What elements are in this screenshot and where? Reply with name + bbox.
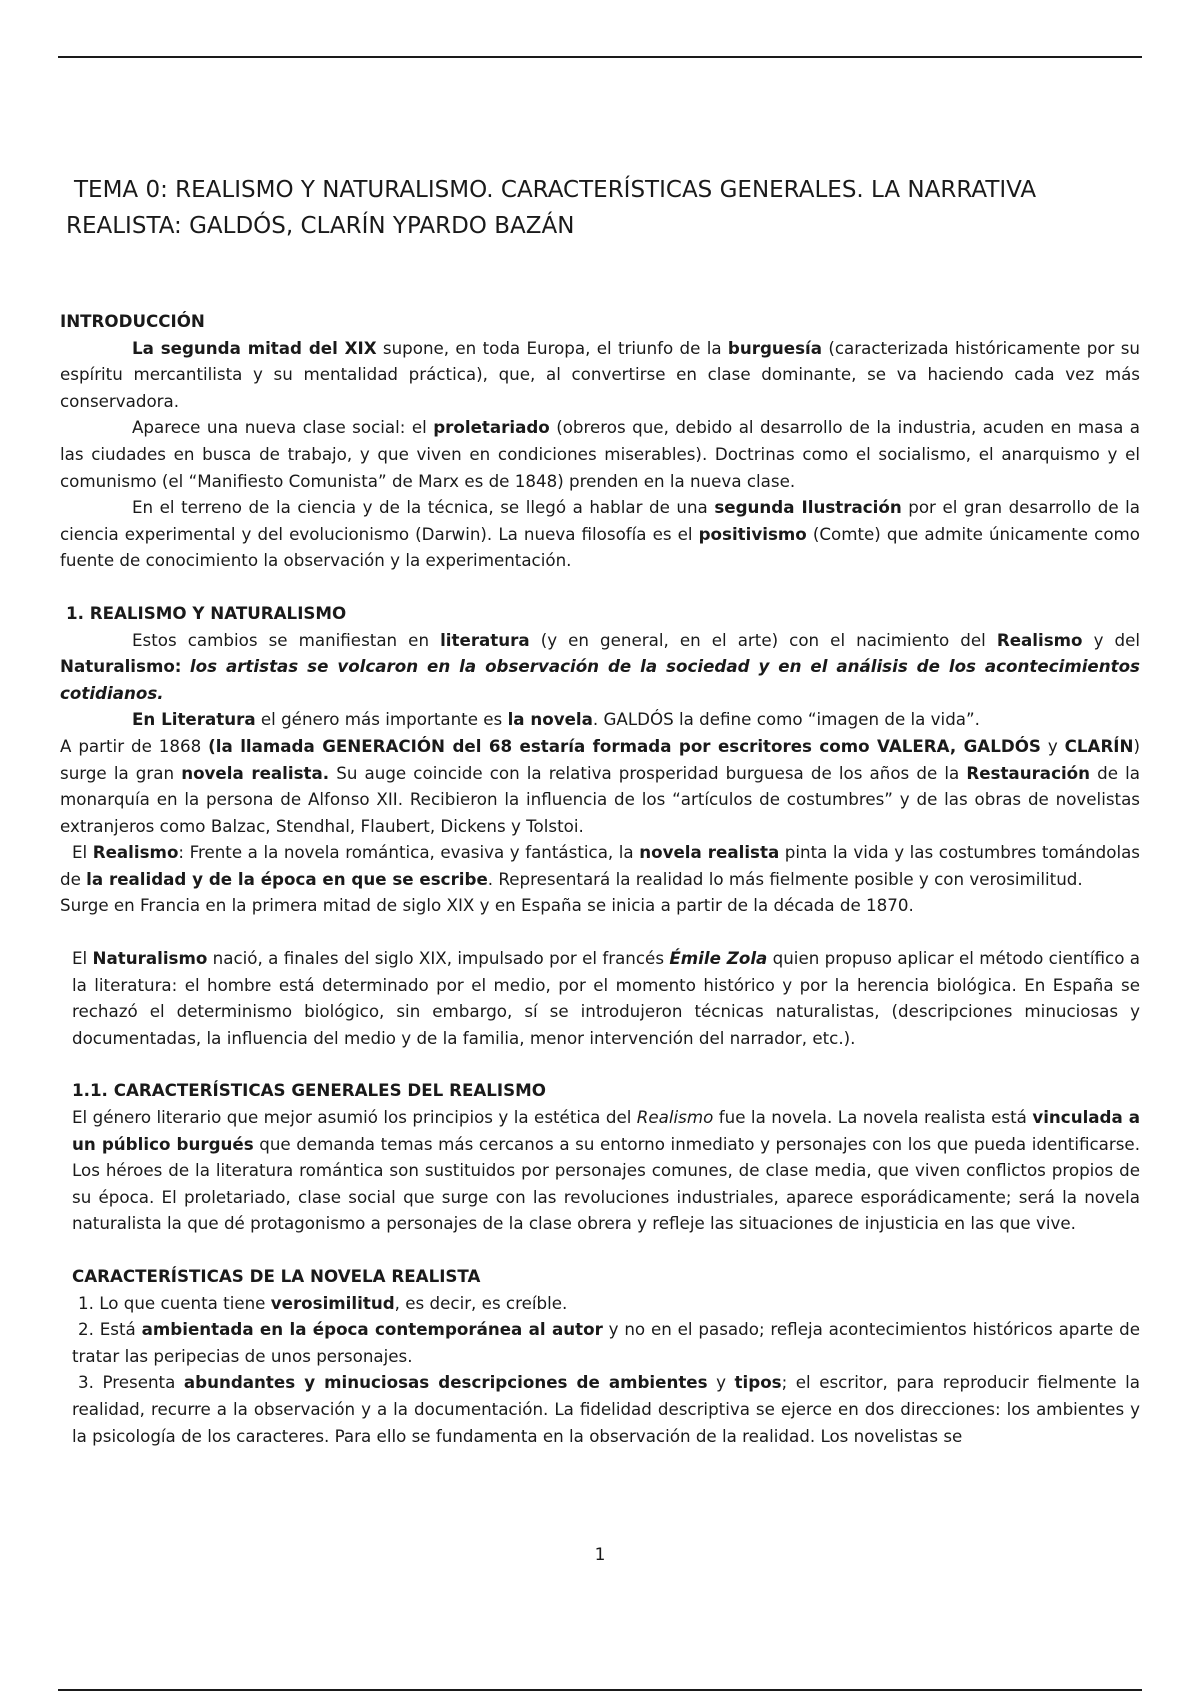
s1-p3-text-4: Su auge coincide con la relativa prosperidad burguesa de los años de la — [329, 762, 967, 783]
s1-p2-text-1: el género más importante es — [255, 709, 508, 730]
section-1-paragraph-1 — [60, 627, 1140, 707]
section-1-1-paragraph — [72, 1104, 1140, 1237]
s1-p4-text-2: : Frente a la novela romántica, evasiva y fantástica, la — [178, 842, 640, 863]
s1-p2-bold-1: En Literatura — [132, 709, 256, 730]
features-heading: CARACTERÍSTICAS DE LA NOVELA REALISTA — [72, 1266, 481, 1286]
s1-p3-bold-4: Restauración — [966, 762, 1091, 783]
intro-p1-bold-2: burguesía — [727, 337, 823, 358]
s1-p6-text-3: quien propuso aplicar el método científico a la literatura: el hombre está determinado por el medio, por el momento histórico y por la herencia biológica. En España se rechazó el determinismo biológico, sin embargo, sí se introdujeron técnicas naturalistas, (descripciones minuciosas y documentadas, la influencia del medio y de la familia, menor intervención del narrador, etc.). — [72, 948, 1140, 1048]
title-line-2: REALISTA: GALDÓS, CLARÍN YPARDO BAZÁN — [66, 213, 575, 239]
intro-paragraph-1 — [60, 335, 1140, 415]
intro-p3-bold-2: positivismo — [698, 523, 807, 544]
s1-p3-text-1: A partir de 1868 — [60, 735, 209, 756]
s1-p3-bold-2: CLARÍN — [1064, 735, 1134, 756]
section-1-1 — [72, 1077, 1140, 1449]
s1-p1-bold-1: literatura — [440, 629, 530, 650]
feature-2-text-1: Está — [93, 1319, 142, 1340]
title-line-1: TEMA 0: REALISMO Y NATURALISMO. CARACTERÍSTICAS GENERALES. LA NARRATIVA — [74, 177, 1037, 203]
s1-p3-bold-1: (la llamada GENERACIÓN del 68 estaría formada por escritores como VALERA, GALDÓS — [208, 735, 1041, 756]
intro-p1-bold-1: La segunda mitad del XIX — [132, 337, 377, 358]
intro-paragraph-2 — [60, 414, 1140, 494]
s1-p1-text-1: Estos cambios se manifiestan en — [132, 629, 441, 650]
features-list — [72, 1290, 1140, 1450]
s1-p6-bold-italic-1: Émile Zola — [669, 948, 768, 969]
feature-3-text-3: ; el escritor, para reproducir fielmente la realidad, recurre a la observación y a la documentación. La fidelidad descriptiva se ejerce en dos direcciones: los ambientes y la psicología de los caracteres. Para ello se fundamenta en la observación de la realidad. Los novelistas se — [72, 1372, 1140, 1446]
feature-1-text-1: Lo que cuenta tiene — [93, 1292, 271, 1313]
list-item — [72, 1369, 1140, 1449]
s11-p1-text-1: El género literario que mejor asumió los principios y la estética del — [72, 1107, 637, 1128]
page-number: 1 — [594, 1545, 606, 1565]
s1-p4-text-3: pinta la vida y las costumbres tomándolas de — [60, 842, 1140, 889]
feature-2-number: 2. — [78, 1319, 94, 1340]
document-body — [60, 308, 1140, 1449]
list-item — [72, 1316, 1140, 1369]
s1-p2-text-2: . GALDÓS la define como “imagen de la vida”. — [592, 709, 980, 730]
s11-p1-text-3: que demanda temas más cercanos a su entorno inmediato y personajes con los que pueda identificarse. Los héroes de la literatura romántica son sustituidos por personajes comunes, de clase media, que viven conflictos propios de su época. El proletariado, clase social que surge con las revoluciones industriales, aparece esporádicamente; será la novela naturalista la que dé protagonismo a personajes de la clase obrera y refleje las situaciones de injusticia en las que vive. — [72, 1133, 1141, 1234]
s1-p3-text-2: y — [1040, 735, 1065, 756]
s1-p1-text-2: (y en general, en el arte) con el nacimiento del — [529, 629, 997, 650]
s1-p4-text-4: . Representará la realidad lo más fielmente posible y con verosimilitud. — [487, 868, 1083, 889]
s1-p4-bold-1: Realismo — [92, 842, 179, 863]
feature-3-bold-1: abundantes y minuciosas descripciones de ambientes — [183, 1372, 708, 1393]
list-item — [72, 1290, 1140, 1317]
feature-1-number: 1. — [78, 1292, 94, 1313]
s1-p1-bold-2: Realismo — [996, 629, 1083, 650]
intro-p1-text-2: (caracterizada históricamente por su espíritu mercantilista y su mentalidad práctica), que, al convertirse en clase dominante, se va haciendo cada vez más conservadora. — [60, 337, 1140, 411]
section-1-paragraph-5: Surge en Francia en la primera mitad de siglo XIX y en España se inicia a partir de la década de 1870. — [60, 895, 914, 916]
s1-p1-text-4 — [181, 656, 189, 676]
s1-p4-bold-3: la realidad y de la época en que se escribe — [86, 868, 488, 889]
page-title — [66, 172, 1140, 244]
feature-3-text-2: y — [707, 1372, 735, 1393]
feature-1-text-2: , es decir, es creíble. — [394, 1292, 568, 1313]
s1-p3-text-5: de la monarquía en la persona de Alfonso XII. Recibieron la influencia de los “artículos de costumbres” y de las obras de novelistas extranjeros como Balzac, Stendhal, Flaubert, Dickens y Tolstoi. — [60, 762, 1141, 836]
header-rule — [58, 56, 1142, 58]
intro-p3-bold-1: segunda Ilustración — [714, 497, 902, 518]
footer-rule — [58, 1689, 1142, 1691]
s1-p1-bold-3: Naturalismo: — [60, 656, 182, 677]
feature-2-text-2: y no en el pasado; refleja acontecimientos históricos aparte de tratar las peripecias de unos personajes. — [72, 1319, 1140, 1366]
intro-p1-text-1: supone, en toda Europa, el triunfo de la — [376, 337, 728, 358]
s1-p6-text-1: El — [72, 948, 93, 969]
intro-p3-text-2: por el gran desarrollo de la ciencia experimental y del evolucionismo (Darwin). La nueva filosofía es el — [60, 497, 1140, 544]
section-1-paragraph-2 — [60, 706, 1140, 733]
section-1-1-heading: 1.1. CARACTERÍSTICAS GENERALES DEL REALISMO — [72, 1080, 546, 1101]
naturalismo-paragraph — [72, 945, 1140, 1051]
section-1-paragraph-4 — [60, 839, 1140, 892]
s11-p1-italic-1: Realismo — [636, 1107, 714, 1128]
intro-p2-bold-1: proletariado — [433, 417, 550, 438]
s1-p2-bold-2: la novela — [507, 709, 593, 730]
s1-p6-text-2: nació, a finales del siglo XIX, impulsado por el francés — [207, 948, 670, 969]
s1-p6-bold-1: Naturalismo — [92, 948, 208, 969]
s1-p1-bold-italic-1: los artistas se volcaron en la observación de la sociedad y en el análisis de los acontecimientos cotidianos. — [60, 656, 1140, 703]
s1-p3-bold-3: novela realista. — [181, 762, 330, 783]
feature-3-text-1: Presenta — [93, 1372, 184, 1393]
s1-p4-text-1: El — [72, 842, 93, 863]
intro-p3-text-3: (Comte) que admite únicamente como fuente de conocimiento la observación y la experimentación. — [60, 523, 1141, 571]
feature-2-bold-1: ambientada en la época contemporánea al autor — [141, 1319, 603, 1340]
s11-p1-bold-1: vinculada a un público burgués — [72, 1107, 1140, 1154]
intro-p3-text-1: En el terreno de la ciencia y de la técnica, se llegó a hablar de una — [132, 497, 715, 518]
intro-paragraph-3 — [60, 494, 1140, 574]
section-1-heading: 1. REALISMO Y NATURALISMO — [66, 602, 347, 623]
s11-p1-text-2: fue la novela. La novela realista está — [713, 1107, 1033, 1128]
section-1-paragraph-3 — [60, 733, 1140, 839]
s1-p1-text-3: y del — [1082, 629, 1140, 650]
feature-3-number: 3. — [78, 1372, 94, 1393]
feature-3-bold-2: tipos — [734, 1372, 782, 1393]
intro-heading: INTRODUCCIÓN — [60, 311, 205, 331]
intro-p2-text-1: Aparece una nueva clase social: el — [132, 417, 434, 438]
intro-p2-text-2: (obreros que, debido al desarrollo de la industria, acuden en masa a las ciudades en busca de trabajo, y que viven en condiciones miserables). Doctrinas como el socialismo, el anarquismo y el comunismo (el “Manifiesto Comunista” de Marx es de 1848) prenden en la nueva clase. — [60, 417, 1141, 491]
s1-p3-text-3: ) surge la gran — [60, 735, 1140, 783]
feature-1-bold-1: verosimilitud — [270, 1292, 395, 1313]
s1-p4-bold-2: novela realista — [639, 842, 780, 863]
